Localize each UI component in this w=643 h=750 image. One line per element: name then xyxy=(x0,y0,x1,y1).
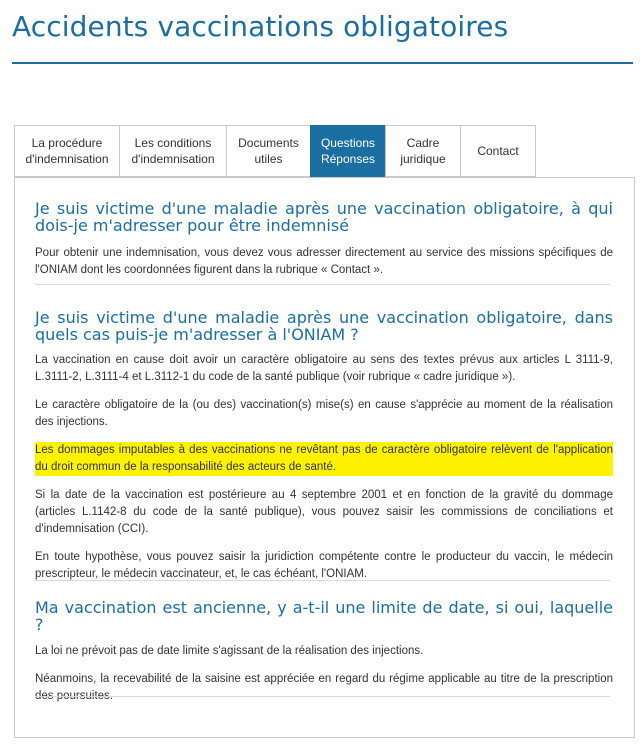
faq-question: Ma vaccination est ancienne, y a-t-il une limite de date, si oui, laquelle ? xyxy=(35,598,613,634)
tab-label: Contact xyxy=(477,144,519,158)
faq-answer-highlighted: Les dommages imputables à des vaccinations ne revêtant pas de caractère obligatoire relèvent de l'application du droit commun de la responsabilité des acteurs de santé. xyxy=(35,442,613,476)
tab-procedure-indemnisation[interactable] xyxy=(14,125,120,177)
tab-label: Questions Réponses xyxy=(320,136,376,166)
tab-label: Les conditions d'indemnisation xyxy=(131,136,215,166)
tab-conditions-indemnisation[interactable] xyxy=(119,125,227,177)
faq-question: Je suis victime d'une maladie après une vaccination obligatoire, à qui dois-je m'adresser pour être indemnisé xyxy=(35,199,613,235)
faq-question: Je suis victime d'une maladie après une vaccination obligatoire, dans quels cas puis-je m'adresser à l'ONIAM ? xyxy=(35,308,613,344)
faq-answer-paragraph: Si la date de la vaccination est postérieure au 4 septembre 2001 et en fonction de la gravité du dommage (articles L.1142-8 du code de la santé publique), vous pouvez saisir les commissions de conciliations et d'indemnisation (CCI). xyxy=(35,489,613,535)
faq-answer-paragraph: En toute hypothèse, vous pouvez saisir la juridiction compétente contre le producteur du vaccin, le médecin prescripteur, le médecin vaccinateur, et, le cas échéant, l'ONIAM. xyxy=(35,551,613,580)
page-title: Accidents vaccinations obligatoires xyxy=(12,10,509,43)
faq-answer-paragraph: La loi ne prévoit pas de date limite s'agissant de la réalisation des injections. xyxy=(35,645,424,657)
faq-answer-paragraph: Pour obtenir une indemnisation, vous devez vous adresser directement au service des missions spécifiques de l'ONIAM dont les coordonnées figurent dans la rubrique « Contact ». xyxy=(35,247,613,276)
tab-label: Cadre juridique xyxy=(400,136,446,166)
section-divider xyxy=(35,580,610,581)
tab-contact[interactable] xyxy=(460,125,536,177)
tab-bar xyxy=(14,125,536,177)
tab-documents-utiles[interactable] xyxy=(226,125,311,177)
section-divider xyxy=(35,696,610,697)
faq-item-2 xyxy=(35,309,613,583)
tab-panel-questions-reponses xyxy=(14,177,635,738)
tab-questions-reponses[interactable] xyxy=(310,125,386,177)
faq-answer-paragraph: Le caractère obligatoire de la (ou des) vaccination(s) mise(s) en cause s'apprécie au moment de la réalisation des injections. xyxy=(35,399,613,428)
faq-answer-paragraph: Néanmoins, la recevabilité de la saisine est appréciée en regard du régime applicable au titre de la prescription des poursuites. xyxy=(35,673,613,702)
tab-label: Documents utiles xyxy=(238,136,299,166)
title-divider xyxy=(12,62,633,64)
faq-item-1 xyxy=(35,200,613,279)
section-divider xyxy=(35,284,610,285)
faq-answer-paragraph: La vaccination en cause doit avoir un caractère obligatoire au sens des textes prévus aux articles L 3111-9, L.3111-2, L.3111-4 et L.3112-1 du code de la santé publique (voir rubrique « cadre juridique »). xyxy=(35,354,613,383)
tab-cadre-juridique[interactable] xyxy=(385,125,461,177)
tab-label: La procédure d'indemnisation xyxy=(25,136,109,166)
faq-item-3 xyxy=(35,599,613,705)
